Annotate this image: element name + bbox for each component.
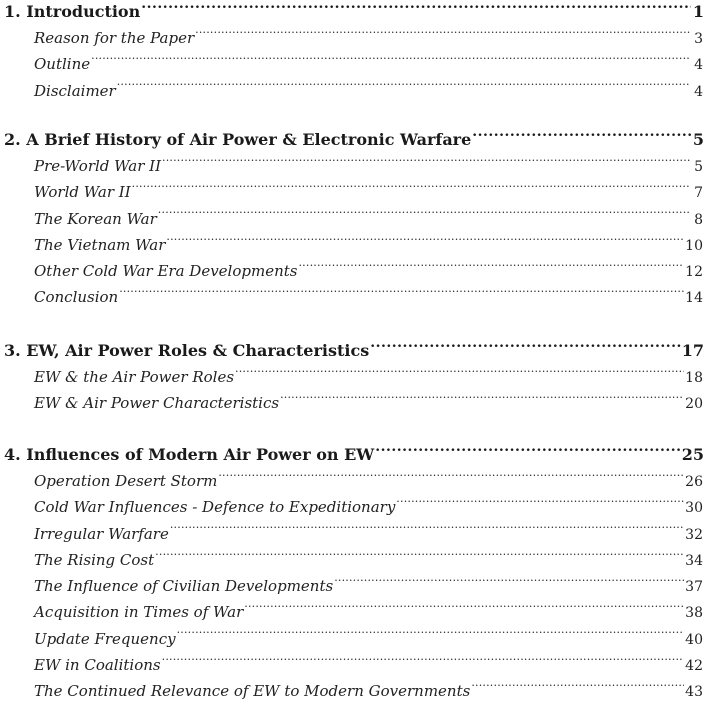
chapter-title: 4. Influences of Modern Air Power on EW xyxy=(4,442,374,468)
section-title: Conclusion xyxy=(34,284,118,310)
toc-section-entry[interactable] xyxy=(0,179,708,205)
dot-leader xyxy=(155,549,684,565)
dot-leader xyxy=(91,53,690,69)
section-title: Irregular Warfare xyxy=(34,521,169,547)
page-number: 3 xyxy=(691,26,703,52)
section-title: Reason for the Paper xyxy=(34,25,194,51)
toc-section-entry[interactable] xyxy=(0,390,708,416)
dot-leader xyxy=(170,523,684,539)
toc-section-entry[interactable] xyxy=(0,153,708,179)
page-number: 10 xyxy=(685,233,703,259)
page-number: 8 xyxy=(691,207,703,233)
page-number: 4 xyxy=(691,52,703,78)
toc-chapter-entry[interactable] xyxy=(0,0,708,25)
toc-section-entry[interactable] xyxy=(0,547,708,573)
dot-leader xyxy=(244,601,684,617)
page-number: 1 xyxy=(692,0,704,25)
dot-leader xyxy=(117,80,690,96)
section-title: Outline xyxy=(34,51,90,77)
section-title: Disclaimer xyxy=(34,78,116,104)
page-number: 14 xyxy=(685,285,703,311)
section-title: World War II xyxy=(34,179,131,205)
section-title: Acquisition in Times of War xyxy=(34,599,243,625)
page-number: 7 xyxy=(691,180,703,206)
chapter-3 xyxy=(0,338,708,417)
toc-chapter-entry[interactable] xyxy=(0,127,708,153)
dot-leader xyxy=(162,654,685,670)
dot-leader xyxy=(396,496,684,512)
toc-section-entry[interactable] xyxy=(0,232,708,258)
dot-leader xyxy=(177,628,685,644)
dot-leader xyxy=(472,127,691,145)
dot-leader xyxy=(334,575,684,591)
toc-section-entry[interactable] xyxy=(0,364,708,390)
section-title: Update Frequency xyxy=(34,626,176,652)
toc-section-entry[interactable] xyxy=(0,626,708,652)
section-title: EW & the Air Power Roles xyxy=(34,364,234,390)
toc-section-entry[interactable] xyxy=(0,51,708,77)
dot-leader xyxy=(471,680,684,696)
toc-chapter-entry[interactable] xyxy=(0,338,708,364)
toc-section-entry[interactable] xyxy=(0,284,708,310)
toc-section-entry[interactable] xyxy=(0,573,708,599)
toc-section-entry[interactable] xyxy=(0,206,708,232)
page-number: 37 xyxy=(685,574,703,600)
toc-section-entry[interactable] xyxy=(0,468,708,494)
page-number: 43 xyxy=(685,679,703,705)
toc-chapter-entry[interactable] xyxy=(0,442,708,468)
dot-leader xyxy=(141,0,691,17)
chapter-1 xyxy=(0,0,708,104)
page-number: 4 xyxy=(691,79,703,105)
page-number: 12 xyxy=(685,259,703,285)
section-title: The Vietnam War xyxy=(34,232,165,258)
dot-leader xyxy=(218,470,684,486)
section-title: EW & Air Power Characteristics xyxy=(34,390,279,416)
page-number: 42 xyxy=(685,653,703,679)
section-title: Cold War Influences - Defence to Expeditionary xyxy=(34,494,395,520)
page-number: 20 xyxy=(685,391,703,417)
page-number: 40 xyxy=(685,627,703,653)
dot-leader xyxy=(119,286,684,302)
dot-leader xyxy=(162,155,690,171)
dot-leader xyxy=(132,181,690,197)
page-number: 32 xyxy=(685,522,703,548)
section-title: The Rising Cost xyxy=(34,547,154,573)
dot-leader xyxy=(370,338,681,356)
toc-section-entry[interactable] xyxy=(0,678,708,704)
section-title: The Korean War xyxy=(34,206,157,232)
chapter-title: 3. EW, Air Power Roles & Characteristics xyxy=(4,338,369,364)
section-title: Operation Desert Storm xyxy=(34,468,217,494)
chapter-2 xyxy=(0,127,708,311)
page-number: 25 xyxy=(682,442,704,468)
dot-leader xyxy=(298,260,684,276)
page-number: 30 xyxy=(685,495,703,521)
section-title: Pre-World War II xyxy=(34,153,161,179)
dot-leader xyxy=(375,442,681,460)
page-number: 34 xyxy=(685,548,703,574)
toc-section-entry[interactable] xyxy=(0,494,708,520)
page-number: 5 xyxy=(692,127,704,153)
toc-section-entry[interactable] xyxy=(0,652,708,678)
dot-leader xyxy=(166,234,684,250)
chapter-title: 2. A Brief History of Air Power & Electronic Warfare xyxy=(4,127,471,153)
dot-leader xyxy=(280,392,684,408)
dot-leader xyxy=(158,208,690,224)
section-title: The Continued Relevance of EW to Modern Governments xyxy=(34,678,470,704)
page-number: 38 xyxy=(685,600,703,626)
chapter-title: 1. Introduction xyxy=(4,0,140,25)
toc-section-entry[interactable] xyxy=(0,258,708,284)
chapter-4 xyxy=(0,442,708,705)
toc-section-entry[interactable] xyxy=(0,25,708,51)
toc-section-entry[interactable] xyxy=(0,78,708,104)
page-number: 26 xyxy=(685,469,703,495)
dot-leader xyxy=(235,366,684,382)
page-number: 17 xyxy=(682,338,704,364)
section-title: The Influence of Civilian Developments xyxy=(34,573,333,599)
page-number: 5 xyxy=(691,154,703,180)
section-title: EW in Coalitions xyxy=(34,652,161,678)
toc-section-entry[interactable] xyxy=(0,521,708,547)
page-number: 18 xyxy=(685,365,703,391)
dot-leader xyxy=(195,27,690,43)
section-title: Other Cold War Era Developments xyxy=(34,258,297,284)
toc-section-entry[interactable] xyxy=(0,599,708,625)
